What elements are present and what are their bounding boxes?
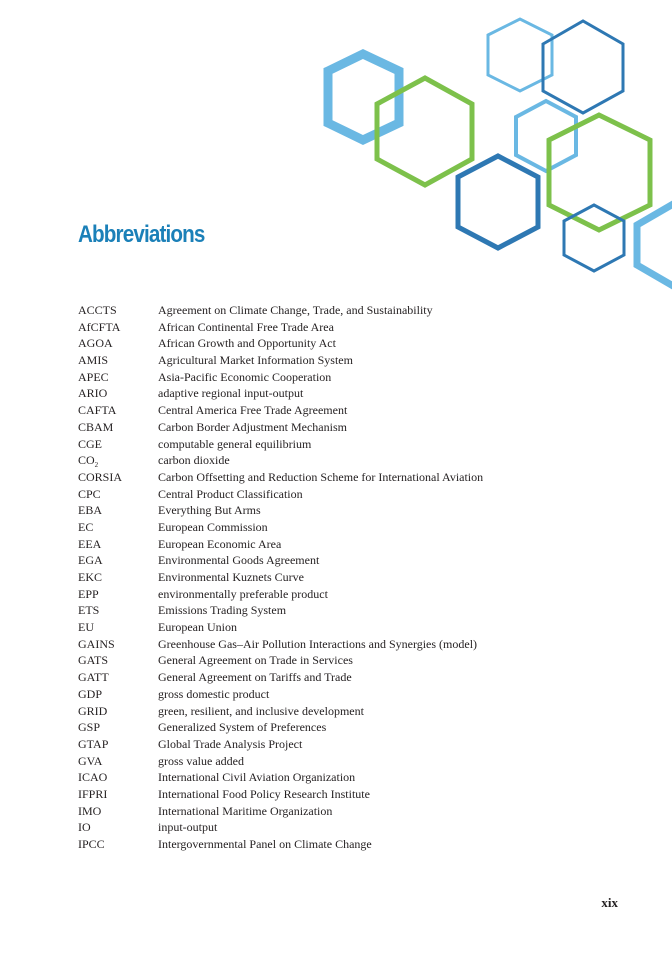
abbreviation-row <box>78 819 638 836</box>
abbreviation-term: IO <box>78 820 91 835</box>
abbreviation-term: GATT <box>78 670 109 685</box>
abbreviation-definition: adaptive regional input-output <box>158 386 304 401</box>
abbreviation-definition: International Food Policy Research Institute <box>158 786 370 801</box>
abbreviation-term: EPP <box>78 586 99 601</box>
abbreviation-row <box>78 419 638 436</box>
abbreviation-term: ARIO <box>78 386 108 401</box>
abbreviation-row <box>78 703 638 720</box>
abbreviation-term: ETS <box>78 603 100 618</box>
abbreviation-definition: International Civil Aviation Organization <box>158 770 356 785</box>
abbreviation-definition: input-output <box>158 820 218 835</box>
abbreviation-row <box>78 402 638 419</box>
page-number: xix <box>601 895 618 910</box>
abbreviation-definition: European Commission <box>158 519 268 534</box>
abbreviation-term: AGOA <box>78 336 113 351</box>
abbreviation-subscript: 2 <box>94 461 99 470</box>
abbreviation-term: AfCFTA <box>78 319 121 334</box>
abbreviation-term: IPCC <box>78 837 105 851</box>
abbreviation-term: AMIS <box>78 353 109 368</box>
abbreviation-definition: Everything But Arms <box>158 503 261 518</box>
abbreviation-term: IFPRI <box>78 786 108 801</box>
abbreviation-row <box>78 469 638 486</box>
abbreviation-definition: General Agreement on Tariffs and Trade <box>158 670 352 685</box>
abbreviation-row <box>78 502 638 519</box>
abbreviation-row <box>78 836 638 853</box>
abbreviation-row <box>78 319 638 336</box>
abbreviation-definition: Agreement on Climate Change, Trade, and Sustainability <box>158 303 433 317</box>
abbreviation-row <box>78 436 638 453</box>
abbreviation-term: GRID <box>78 703 108 718</box>
hexagon-green-right <box>549 115 650 230</box>
abbreviation-term: EEA <box>78 536 102 551</box>
abbreviation-row <box>78 302 638 319</box>
abbreviation-term: EKC <box>78 570 102 584</box>
abbreviation-row <box>78 352 638 369</box>
abbreviation-definition: Carbon Border Adjustment Mechanism <box>158 419 347 434</box>
abbreviation-term: ACCTS <box>78 303 117 317</box>
abbreviation-definition: African Continental Free Trade Area <box>158 319 334 334</box>
abbreviation-term: GDP <box>78 686 103 701</box>
abbreviation-definition: European Economic Area <box>158 536 282 551</box>
abbreviation-row <box>78 552 638 569</box>
abbreviation-row <box>78 586 638 603</box>
abbreviation-term: APEC <box>78 369 109 384</box>
abbreviation-definition: computable general equilibrium <box>158 436 312 451</box>
abbreviation-definition: Carbon Offsetting and Reduction Scheme for International Aviation <box>158 469 484 484</box>
abbreviation-row <box>78 369 638 386</box>
abbreviation-row <box>78 519 638 536</box>
abbreviation-term: ICAO <box>78 770 108 785</box>
abbreviation-definition: Central America Free Trade Agreement <box>158 403 348 418</box>
hexagon-decoration <box>0 0 672 300</box>
abbreviation-definition: General Agreement on Trade in Services <box>158 653 353 668</box>
abbreviation-row <box>78 486 638 503</box>
abbreviation-term: GTAP <box>78 736 109 751</box>
abbreviation-definition: Generalized System of Preferences <box>158 720 327 735</box>
abbreviation-row <box>78 335 638 352</box>
abbreviation-term: CAFTA <box>78 403 117 418</box>
abbreviation-definition: carbon dioxide <box>158 453 230 468</box>
abbreviation-term: $CO_2$ <box>78 453 99 470</box>
abbreviation-row <box>78 569 638 586</box>
abbreviation-term: CORSIA <box>78 469 123 484</box>
abbreviation-definition: International Maritime Organization <box>158 803 333 818</box>
abbreviation-term: GVA <box>78 753 103 768</box>
abbreviation-row <box>78 719 638 736</box>
abbreviation-term: IMO <box>78 803 102 818</box>
hexagon-dark-blue-top <box>543 21 623 113</box>
abbreviation-row <box>78 736 638 753</box>
abbreviation-row <box>78 602 638 619</box>
hexagon-light-blue-middle <box>516 101 576 171</box>
abbreviation-term: GSP <box>78 720 101 735</box>
abbreviation-term: EC <box>78 519 94 534</box>
abbreviation-definition: Environmental Kuznets Curve <box>158 570 304 584</box>
abbreviation-definition: gross value added <box>158 753 244 768</box>
abbreviation-definition: Intergovernmental Panel on Climate Change <box>158 837 372 851</box>
abbreviation-row <box>78 753 638 770</box>
abbreviation-row <box>78 686 638 703</box>
abbreviation-definition: Global Trade Analysis Project <box>158 736 303 751</box>
abbreviation-term: GAINS <box>78 636 115 651</box>
abbreviation-definition: Central Product Classification <box>158 486 303 501</box>
abbreviation-definition: Environmental Goods Agreement <box>158 553 320 568</box>
abbreviation-term: EU <box>78 620 94 635</box>
abbreviation-row <box>78 619 638 636</box>
page-title: Abbreviations <box>78 221 205 248</box>
abbreviation-definition: environmentally preferable product <box>158 586 328 601</box>
abbreviation-row <box>78 803 638 820</box>
hexagon-dark-blue-small <box>564 205 624 271</box>
abbreviation-row <box>78 769 638 786</box>
abbreviation-definition: Emissions Trading System <box>158 603 287 618</box>
abbreviation-term: GATS <box>78 653 109 668</box>
hexagon-dark-blue-center <box>458 156 538 248</box>
abbreviation-definition: green, resilient, and inclusive development <box>158 703 364 718</box>
abbreviation-row <box>78 669 638 686</box>
abbreviation-definition: Asia-Pacific Economic Cooperation <box>158 369 332 384</box>
abbreviation-definition: European Union <box>158 620 237 635</box>
abbreviation-row <box>78 452 638 469</box>
abbreviation-term: CGE <box>78 436 102 451</box>
abbreviation-definition: Greenhouse Gas–Air Pollution Interactions and Synergies (model) <box>158 636 478 651</box>
abbreviation-term: CBAM <box>78 419 114 434</box>
abbreviation-list <box>78 302 638 853</box>
abbreviation-definition: African Growth and Opportunity Act <box>158 336 336 351</box>
abbreviation-row <box>78 636 638 653</box>
abbreviation-row <box>78 385 638 402</box>
abbreviation-row <box>78 652 638 669</box>
abbreviation-term: CPC <box>78 486 101 501</box>
abbreviation-definition: Agricultural Market Information System <box>158 353 353 368</box>
abbreviation-row <box>78 786 638 803</box>
abbreviation-row <box>78 536 638 553</box>
abbreviation-definition: gross domestic product <box>158 686 270 701</box>
abbreviation-term: EGA <box>78 553 103 568</box>
abbreviation-term: EBA <box>78 503 102 518</box>
hexagon-light-blue-edge <box>637 200 672 290</box>
